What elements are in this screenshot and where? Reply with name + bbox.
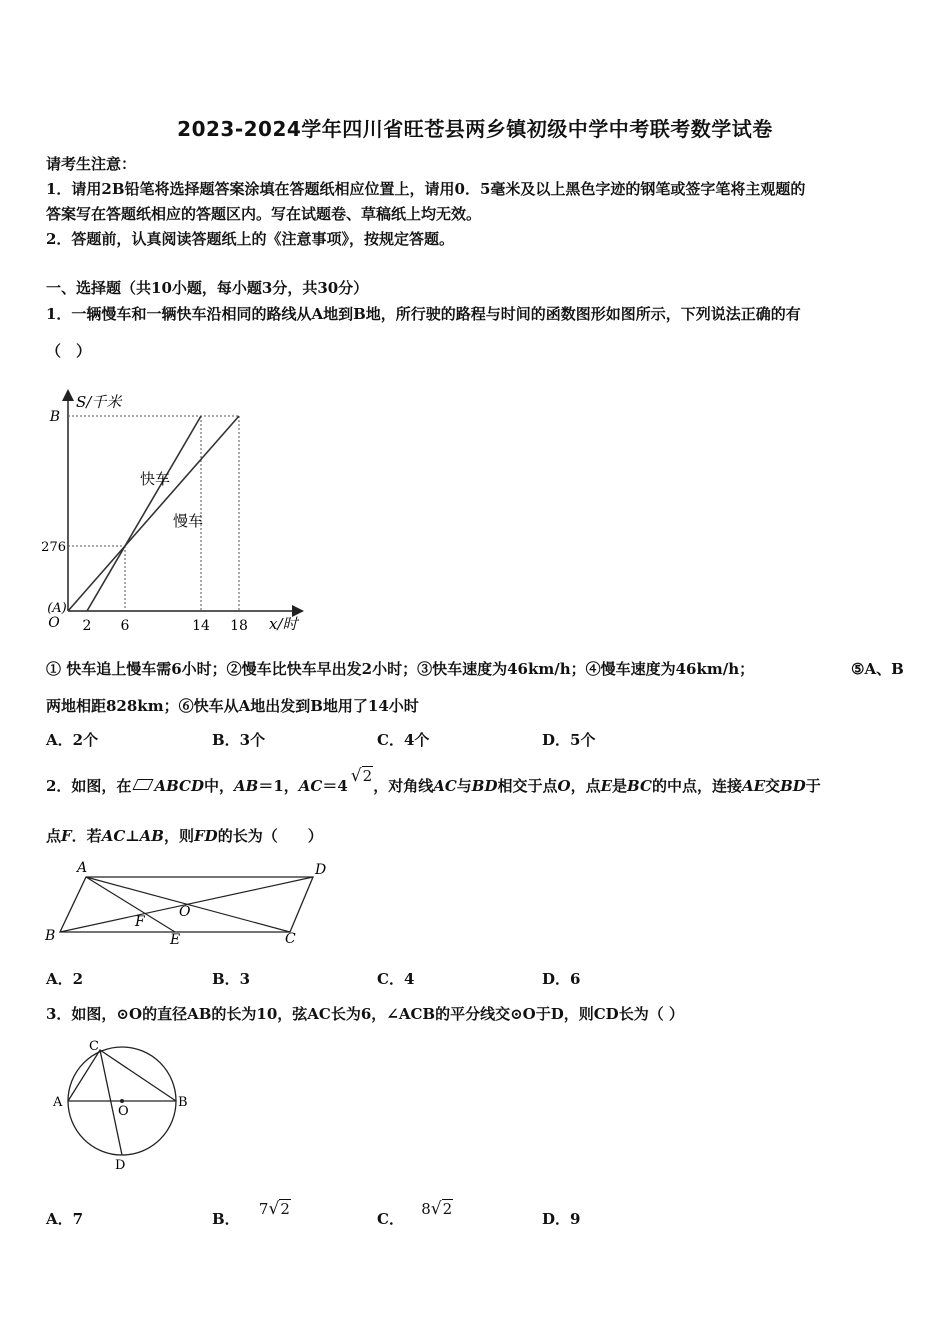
x-axis-label: x/时	[269, 615, 298, 633]
q1-statements-line-2: 两地相距828km；⑥快车从A地出发到B地用了14小时	[46, 697, 419, 715]
chord-cd	[100, 1050, 122, 1155]
label-c: C	[89, 1039, 99, 1054]
label-b: B	[178, 1095, 188, 1110]
label-f: F	[135, 914, 145, 930]
option-c-value: 8√2	[421, 1199, 453, 1219]
notice-line-1: 1．请用2B铅笔将选择题答案涂填在答题纸相应位置上，请用0．5毫米及以上黑色字迹的钢笔或签字笔将主观题的	[46, 180, 806, 198]
q1-statements-line-1-end: ⑤A、B	[851, 660, 904, 678]
x-tick-label: 14	[192, 618, 210, 634]
q2-option-a[interactable]: A．2	[46, 970, 84, 988]
y-tick-label: 276	[41, 540, 66, 555]
x-tick-label: 2	[82, 618, 92, 634]
label-d: D	[115, 1158, 126, 1173]
q3-stem: 3．如图，⊙O的直径AB的长为10，弦AC长为6，∠ACB的平分线交⊙O于D，则CD长为（ ）	[46, 1005, 684, 1023]
q1-option-a[interactable]: A．2个	[46, 731, 99, 749]
page-title: 2023-2024学年四川省旺苍县两乡镇初级中学中考联考数学试卷	[177, 117, 773, 141]
q1-option-d[interactable]: D．5个	[542, 731, 596, 749]
option-b-value: 7√2	[258, 1199, 290, 1219]
triangle-acb	[68, 1050, 176, 1101]
section-heading: 一、选择题（共10小题，每小题3分，共30分）	[46, 279, 369, 297]
q1-option-b[interactable]: B．3个	[212, 731, 266, 749]
notice-line-3: 2．答题前，认真阅读答题纸上的《注意事项》，按规定答题。	[46, 230, 454, 248]
q2-stem-line-1: 2．如图，在 ABCD中，AB＝1，AC＝4 √2，对角线AC与BD相交于点O，点E是BC的中点，连接AE交BD于	[46, 766, 821, 795]
label-c: C	[285, 931, 296, 947]
q2-option-c[interactable]: C．4	[377, 970, 415, 988]
y-axis-label: S/千米	[76, 393, 122, 411]
label-a: A	[53, 1095, 63, 1110]
label-d: D	[315, 862, 327, 878]
q3-option-a[interactable]: A．7	[46, 1210, 84, 1228]
label-o: O	[179, 904, 191, 920]
q1-stem-line-1: 1．一辆慢车和一辆快车沿相同的路线从A地到B地，所行驶的路程与时间的函数图形如图所示，下列说法正确的有	[46, 305, 801, 323]
series-label-slow: 慢车	[173, 512, 204, 530]
parallelogram-icon	[133, 779, 154, 790]
sqrt-expression: √2	[350, 766, 373, 786]
q1-chart	[40, 385, 310, 640]
q2-option-d[interactable]: D．6	[542, 970, 581, 988]
x-tick-label: 6	[120, 618, 130, 634]
notice-line-2: 答案写在答题纸相应的答题区内。写在试题卷、草稿纸上均无效。	[46, 205, 482, 223]
q3-option-d[interactable]: D．9	[542, 1210, 581, 1228]
q3-option-c[interactable]: C． 8√2	[377, 1199, 453, 1228]
q1-option-c[interactable]: C．4个	[377, 731, 430, 749]
origin-label: O	[48, 615, 60, 631]
label-e: E	[170, 932, 181, 948]
q2-figure	[40, 855, 340, 950]
q1-stem-line-2: （ ）	[46, 342, 92, 360]
q2-option-b[interactable]: B．3	[212, 970, 251, 988]
label-b: B	[45, 928, 56, 944]
q2-stem-line-2: 点F．若AC⊥AB，则FD的长为（ ）	[46, 827, 323, 845]
origin-point-label: (A)	[47, 601, 67, 616]
center-dot	[120, 1099, 124, 1103]
label-a: A	[77, 860, 88, 876]
notice-heading: 请考生注意：	[46, 155, 137, 173]
label-o: O	[118, 1104, 129, 1119]
q3-option-b[interactable]: B． 7√2	[212, 1199, 290, 1228]
series-label-fast: 快车	[140, 470, 171, 488]
y-tick-label: B	[49, 409, 60, 425]
series-line-slow	[68, 416, 239, 611]
q3-figure	[45, 1035, 200, 1175]
x-tick-label: 18	[230, 618, 248, 634]
q1-statements-line-1: ① 快车追上慢车需6小时；②慢车比快车早出发2小时；③快车速度为46km/h；④慢车速度为46km/h；	[46, 660, 755, 678]
